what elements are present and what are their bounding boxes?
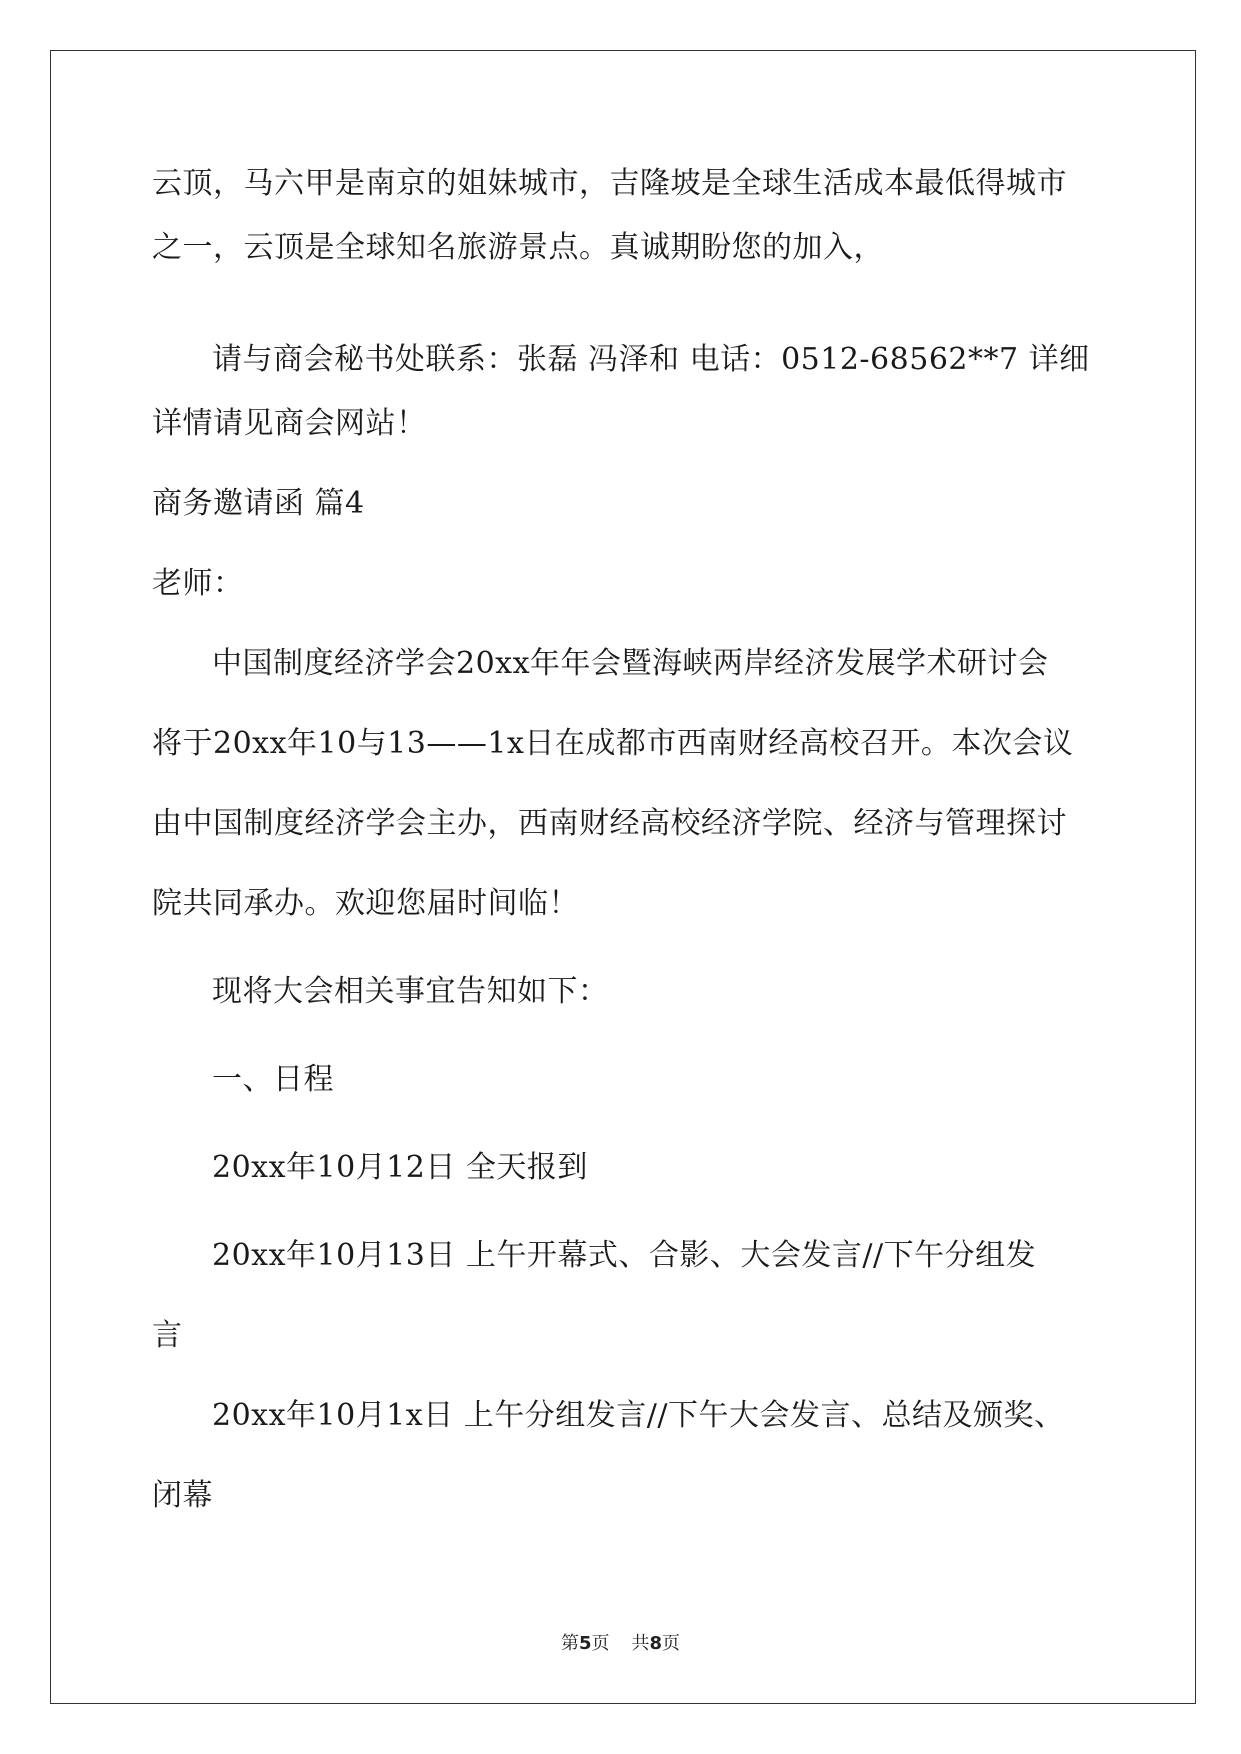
text-line: 现将大会相关事宜告知如下： [212, 974, 609, 1009]
total-suffix: 页 [662, 1633, 681, 1654]
total-prefix: 共 [631, 1633, 650, 1654]
salutation: 老师： [152, 566, 244, 601]
schedule-item: 20xx年10月13日 上午开幕式、合影、大会发言//下午分组发 [212, 1238, 1037, 1273]
page-footer [0, 1632, 1241, 1656]
schedule-item-continued: 闭幕 [152, 1478, 213, 1513]
text-line: 由中国制度经济学会主办，西南财经高校经济学院、经济与管理探讨 [152, 806, 1067, 841]
page-suffix: 页 [591, 1633, 610, 1654]
contact-line: 请与商会秘书处联系：张磊 冯泽和 电话：0512-68562**7 详细 [212, 342, 1090, 377]
text-line: 详情请见商会网站！ [152, 406, 427, 441]
text-line: 之一，云顶是全球知名旅游景点。真诚期盼您的加入， [152, 230, 884, 265]
text-line: 云顶，马六甲是南京的姐妹城市，吉隆坡是全球生活成本最低得城市 [152, 166, 1067, 201]
schedule-item: 20xx年10月1x日 上午分组发言//下午大会发言、总结及颁奖、 [212, 1398, 1065, 1433]
schedule-item: 20xx年10月12日 全天报到 [212, 1150, 588, 1185]
page-total: 8 [649, 1633, 663, 1654]
text-line: 将于20xx年10与13——1x日在成都市西南财经高校召开。本次会议 [152, 726, 1074, 761]
schedule-heading: 一、日程 [212, 1062, 334, 1097]
section-heading: 商务邀请函 篇4 [152, 486, 365, 521]
page-number: 5 [578, 1633, 592, 1654]
page-border [50, 50, 1196, 1704]
text-line: 院共同承办。欢迎您届时间临！ [152, 886, 579, 921]
text-line: 中国制度经济学会20xx年年会暨海峡两岸经济发展学术研讨会 [212, 646, 1049, 681]
page-prefix: 第 [560, 1633, 579, 1654]
schedule-item-continued: 言 [152, 1318, 183, 1353]
